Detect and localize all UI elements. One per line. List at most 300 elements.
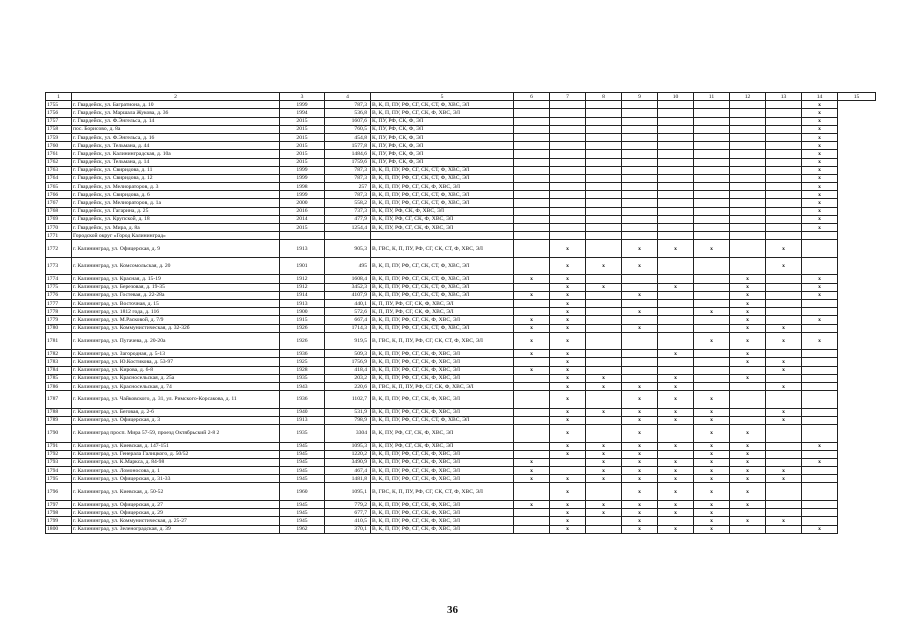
area-cell: 1608,4 xyxy=(325,275,371,283)
mark-cell xyxy=(622,199,658,207)
year-cell: 2014 xyxy=(280,215,325,223)
mark-cell: x xyxy=(622,391,658,409)
mark-cell: x xyxy=(658,391,694,409)
area-cell: 440,1 xyxy=(325,299,371,307)
mark-cell: x xyxy=(550,382,586,390)
mark-cell xyxy=(586,101,622,109)
table-row xyxy=(46,324,876,332)
work-types-cell: В, К, П, ПУ, РФ, СГ, СК, Ф, ХВС, ЭЛ xyxy=(371,450,514,458)
row-number-cell: 1792 xyxy=(46,450,72,458)
mark-cell xyxy=(550,467,586,475)
mark-cell xyxy=(802,257,838,275)
mark-cell xyxy=(550,174,586,182)
mark-cell xyxy=(550,207,586,215)
address-cell: г. Калининград, ул. Ломоносова, д. 1 xyxy=(72,467,280,475)
mark-cell xyxy=(658,183,694,191)
table-row xyxy=(46,150,876,158)
mark-cell xyxy=(766,442,802,450)
table-row xyxy=(46,500,876,508)
mark-cell: x xyxy=(550,416,586,424)
mark-cell xyxy=(730,525,766,533)
work-types-cell xyxy=(371,232,514,240)
year-cell: 1945 xyxy=(280,509,325,517)
mark-cell: x xyxy=(730,483,766,501)
mark-cell: x xyxy=(730,299,766,307)
work-types-cell: В, К, П, ПУ, РФ, СГ, СК, СТ, Ф, ХВС, ЭЛ xyxy=(371,324,514,332)
mark-cell xyxy=(766,391,802,409)
row-number-cell: 1775 xyxy=(46,283,72,291)
column-header: 10 xyxy=(658,93,694,101)
mark-cell: x xyxy=(550,425,586,443)
year-cell: 1999 xyxy=(280,174,325,182)
mark-cell xyxy=(586,366,622,374)
mark-cell xyxy=(694,142,730,150)
address-cell: пос. Борисово, д. 8а xyxy=(72,125,280,133)
table-header-row xyxy=(46,93,876,101)
mark-cell: x xyxy=(586,475,622,483)
mark-cell xyxy=(622,174,658,182)
area-cell: 737,3 xyxy=(325,207,371,215)
mark-cell: x xyxy=(514,291,550,299)
mark-cell xyxy=(658,125,694,133)
year-cell: 1925 xyxy=(280,358,325,366)
mark-cell xyxy=(622,332,658,350)
mark-cell xyxy=(514,525,550,533)
mark-cell xyxy=(694,125,730,133)
mark-cell xyxy=(658,166,694,174)
mark-cell xyxy=(766,425,802,443)
year-cell: 1945 xyxy=(280,467,325,475)
mark-cell xyxy=(694,316,730,324)
work-types-cell: К, ПУ, РФ, СК, Ф, ЭЛ xyxy=(371,133,514,141)
mark-cell: x xyxy=(550,240,586,258)
mark-cell xyxy=(730,109,766,117)
address-cell: г. Калининград, ул. Комсомольская, д. 20 xyxy=(72,257,280,275)
year-cell: 1945 xyxy=(280,475,325,483)
mark-cell xyxy=(766,525,802,533)
mark-cell xyxy=(694,183,730,191)
mark-cell: x xyxy=(622,475,658,483)
address-cell: г. Калининград, ул. Березовая, д. 19-35 xyxy=(72,283,280,291)
mark-cell xyxy=(586,332,622,350)
column-header: 1 xyxy=(46,93,72,101)
mark-cell xyxy=(658,308,694,316)
table-row xyxy=(46,475,876,483)
address-cell: г. Калининград просп. Мира 57-59, проезд Октябрьский 2-8 2 xyxy=(72,425,280,443)
mark-cell: x xyxy=(550,291,586,299)
mark-cell xyxy=(802,517,838,525)
column-header: 3 xyxy=(280,93,325,101)
table-row xyxy=(46,207,876,215)
work-types-cell: В, К, П, ПУ, РФ, СГ, СК, Ф, ХВС, ЭЛ xyxy=(371,109,514,117)
mark-cell xyxy=(766,101,802,109)
area-cell: 3304 xyxy=(325,425,371,443)
mark-cell xyxy=(550,117,586,125)
area-cell: 1220,2 xyxy=(325,450,371,458)
mark-cell: x xyxy=(802,224,838,232)
mark-cell: x xyxy=(622,324,658,332)
mark-cell: x xyxy=(658,442,694,450)
mark-cell xyxy=(766,299,802,307)
mark-cell: x xyxy=(730,374,766,382)
mark-cell xyxy=(658,275,694,283)
table-row xyxy=(46,299,876,307)
table-row xyxy=(46,291,876,299)
row-number-cell: 1769 xyxy=(46,215,72,223)
area-cell: 203,2 xyxy=(325,374,371,382)
area-cell: 760,5 xyxy=(325,125,371,133)
mark-cell xyxy=(766,224,802,232)
year-cell: 1913 xyxy=(280,299,325,307)
row-number-cell: 1773 xyxy=(46,257,72,275)
row-number-cell: 1800 xyxy=(46,525,72,533)
work-types-cell: В, К, П, ПУ, РФ, СГ, СК, СТ, Ф, ХВС, ЭЛ xyxy=(371,416,514,424)
table-row xyxy=(46,350,876,358)
mark-cell: x xyxy=(550,475,586,483)
work-types-cell: В, К, П, ПУ, РФ, СГ, СК, СТ, Ф, ХВС, ЭЛ xyxy=(371,291,514,299)
mark-cell: x xyxy=(694,332,730,350)
mark-cell xyxy=(730,240,766,258)
mark-cell xyxy=(586,391,622,409)
mark-cell: x xyxy=(730,283,766,291)
mark-cell: x xyxy=(802,191,838,199)
mark-cell xyxy=(586,207,622,215)
mark-cell xyxy=(658,117,694,125)
mark-cell xyxy=(694,350,730,358)
mark-cell xyxy=(514,257,550,275)
mark-cell: x xyxy=(658,525,694,533)
work-types-cell: В, К, П, ПУ, РФ, СГ, СК, Ф, ХВС, ЭЛ xyxy=(371,458,514,466)
mark-cell xyxy=(586,199,622,207)
work-types-cell: В, К, П, ПУ, РФ, СГ, СК, СТ, Ф, ХВС, ЭЛ xyxy=(371,275,514,283)
address-cell: г. Гвардейск, ул. Ф.Энгельса, д. 16 xyxy=(72,133,280,141)
table-row xyxy=(46,416,876,424)
mark-cell: x xyxy=(586,450,622,458)
area-cell: 4107,9 xyxy=(325,291,371,299)
year-cell: 1945 xyxy=(280,458,325,466)
mark-cell: x xyxy=(586,283,622,291)
mark-cell: x xyxy=(586,509,622,517)
area-cell: 798,9 xyxy=(325,416,371,424)
row-number-cell: 1772 xyxy=(46,240,72,258)
address-cell: г. Гвардейск, ул. Свиридова, д. 11 xyxy=(72,166,280,174)
mark-cell xyxy=(586,425,622,443)
table-row xyxy=(46,391,876,409)
mark-cell xyxy=(766,275,802,283)
mark-cell xyxy=(586,125,622,133)
mark-cell xyxy=(586,183,622,191)
work-types-cell: В, К, П, ПУ, РФ, СГ, СК, СТ, Ф, ХВС, ЭЛ xyxy=(371,283,514,291)
table-row xyxy=(46,142,876,150)
row-number-cell: 1779 xyxy=(46,316,72,324)
year-cell: 1915 xyxy=(280,316,325,324)
row-number-cell: 1768 xyxy=(46,207,72,215)
mark-cell xyxy=(586,324,622,332)
mark-cell xyxy=(514,232,550,240)
row-number-cell: 1780 xyxy=(46,324,72,332)
column-header: 11 xyxy=(694,93,730,101)
mark-cell: x xyxy=(766,517,802,525)
year-cell: 1936 xyxy=(280,350,325,358)
work-types-cell: В, К, П, ПУ, РФ, СГ, СК, Ф, ХВС, ЭЛ xyxy=(371,467,514,475)
year-cell: 1935 xyxy=(280,425,325,443)
mark-cell xyxy=(514,174,550,182)
mark-cell xyxy=(586,224,622,232)
work-types-cell: К, ПУ, РФ, СК, Ф, ЭЛ xyxy=(371,150,514,158)
mark-cell xyxy=(694,291,730,299)
mark-cell xyxy=(766,133,802,141)
mark-cell xyxy=(730,232,766,240)
work-types-cell: К, ПУ, РФ, СК, Ф, ЭЛ xyxy=(371,125,514,133)
mark-cell xyxy=(730,391,766,409)
mark-cell xyxy=(550,158,586,166)
address-cell: г. Гвардейск, ул. Калининградская, д. 10а xyxy=(72,150,280,158)
mark-cell xyxy=(802,483,838,501)
row-number-cell: 1793 xyxy=(46,458,72,466)
mark-cell xyxy=(586,133,622,141)
mark-cell xyxy=(514,142,550,150)
table-row xyxy=(46,382,876,390)
area-cell: 370,1 xyxy=(325,525,371,533)
table-row xyxy=(46,458,876,466)
year-cell: 1940 xyxy=(280,408,325,416)
work-types-cell: В, К, П, ПУ, РФ, СГ, СК, СТ, Ф, ХВС, ЭЛ xyxy=(371,257,514,275)
mark-cell xyxy=(694,232,730,240)
mark-cell xyxy=(550,458,586,466)
mark-cell xyxy=(514,215,550,223)
mark-cell: x xyxy=(514,475,550,483)
mark-cell xyxy=(658,215,694,223)
work-types-cell: В, К, П, ПУ, РФ, СГ, СК, Ф, ХВС, ЭЛ xyxy=(371,475,514,483)
mark-cell: x xyxy=(622,467,658,475)
mark-cell xyxy=(622,283,658,291)
mark-cell: x xyxy=(730,275,766,283)
mark-cell xyxy=(658,191,694,199)
mark-cell xyxy=(730,199,766,207)
mark-cell: x xyxy=(766,416,802,424)
mark-cell xyxy=(694,207,730,215)
mark-cell xyxy=(586,158,622,166)
mark-cell: x xyxy=(550,408,586,416)
address-cell: г. Калининград, ул. Ю.Костикова, д. 53-97 xyxy=(72,358,280,366)
mark-cell xyxy=(730,101,766,109)
table-row xyxy=(46,483,876,501)
mark-cell: x xyxy=(586,408,622,416)
mark-cell xyxy=(514,150,550,158)
year-cell: 1914 xyxy=(280,291,325,299)
mark-cell: x xyxy=(622,291,658,299)
mark-cell: x xyxy=(622,500,658,508)
work-types-cell: К, ПУ, РФ, СК, Ф, ЭЛ xyxy=(371,117,514,125)
address-cell: г. Калининград, ул. Киевская, д. 50-52 xyxy=(72,483,280,501)
mark-cell xyxy=(730,509,766,517)
mark-cell xyxy=(586,525,622,533)
mark-cell: x xyxy=(658,483,694,501)
mark-cell: x xyxy=(550,316,586,324)
mark-cell xyxy=(514,382,550,390)
mark-cell xyxy=(622,133,658,141)
mark-cell xyxy=(658,101,694,109)
work-types-cell: В, К, П, ПУ, РФ, СГ, СК, Ф, ХВС, ЭЛ xyxy=(371,500,514,508)
mark-cell xyxy=(694,199,730,207)
row-number-cell: 1756 xyxy=(46,109,72,117)
mark-cell xyxy=(514,117,550,125)
mark-cell xyxy=(766,374,802,382)
work-types-cell: В, К, ПУ, РФ, СК, Ф, ХВС, ЭЛ xyxy=(371,207,514,215)
area-cell xyxy=(325,232,371,240)
mark-cell xyxy=(766,483,802,501)
area-cell: 1481,8 xyxy=(325,475,371,483)
mark-cell xyxy=(622,358,658,366)
mark-cell: x xyxy=(550,283,586,291)
table-row xyxy=(46,215,876,223)
mark-cell xyxy=(766,458,802,466)
mark-cell xyxy=(802,350,838,358)
table-row xyxy=(46,133,876,141)
table-row xyxy=(46,199,876,207)
address-cell: г. Гвардейск, ул. Свиридова, д. 6 xyxy=(72,191,280,199)
work-types-cell: В, К, П, ПУ, РФ, СГ, СК, Ф, ХВС, ЭЛ xyxy=(371,391,514,409)
mark-cell: x xyxy=(802,525,838,533)
mark-cell xyxy=(658,207,694,215)
mark-cell xyxy=(514,509,550,517)
mark-cell xyxy=(586,308,622,316)
column-header: 2 xyxy=(72,93,280,101)
column-header: 13 xyxy=(766,93,802,101)
column-header: 12 xyxy=(730,93,766,101)
mark-cell: x xyxy=(586,382,622,390)
mark-cell: x xyxy=(802,142,838,150)
mark-cell: x xyxy=(766,475,802,483)
table-row xyxy=(46,224,876,232)
mark-cell: x xyxy=(658,509,694,517)
mark-cell xyxy=(514,442,550,450)
mark-cell xyxy=(730,125,766,133)
mark-cell: x xyxy=(766,332,802,350)
mark-cell xyxy=(586,150,622,158)
mark-cell xyxy=(766,183,802,191)
mark-cell xyxy=(766,150,802,158)
mark-cell: x xyxy=(586,467,622,475)
mark-cell xyxy=(766,215,802,223)
column-header: 15 xyxy=(838,93,876,101)
mark-cell xyxy=(514,299,550,307)
area-cell: 536,8 xyxy=(325,109,371,117)
mark-cell: x xyxy=(802,442,838,450)
mark-cell: x xyxy=(622,408,658,416)
mark-cell xyxy=(730,408,766,416)
table-row xyxy=(46,450,876,458)
mark-cell: x xyxy=(694,450,730,458)
row-number-cell: 1755 xyxy=(46,101,72,109)
mark-cell xyxy=(514,101,550,109)
year-cell: 1945 xyxy=(280,517,325,525)
mark-cell xyxy=(802,450,838,458)
area-cell: 787,3 xyxy=(325,166,371,174)
work-types-cell: К, ПУ, РФ, СК, Ф, ЭЛ xyxy=(371,142,514,150)
mark-cell: x xyxy=(802,215,838,223)
address-cell: г. Калининград, ул. Генерала Галицкого, д. 50/52 xyxy=(72,450,280,458)
mark-cell xyxy=(514,183,550,191)
address-cell: г. Гвардейск, ул. Багратиона, д. 10 xyxy=(72,101,280,109)
mark-cell: x xyxy=(802,207,838,215)
area-cell: 418,4 xyxy=(325,366,371,374)
column-header: 14 xyxy=(802,93,838,101)
mark-cell xyxy=(766,350,802,358)
mark-cell: x xyxy=(730,324,766,332)
mark-cell xyxy=(622,183,658,191)
mark-cell xyxy=(514,158,550,166)
mark-cell: x xyxy=(802,332,838,350)
row-number-cell: 1799 xyxy=(46,517,72,525)
year-cell: 1936 xyxy=(280,391,325,409)
mark-cell xyxy=(658,299,694,307)
mark-cell: x xyxy=(622,416,658,424)
row-number-cell: 1758 xyxy=(46,125,72,133)
area-cell: 1756,9 xyxy=(325,358,371,366)
row-number-cell: 1796 xyxy=(46,483,72,501)
mark-cell: x xyxy=(658,475,694,483)
mark-cell: x xyxy=(550,450,586,458)
row-number-cell: 1770 xyxy=(46,224,72,232)
mark-cell xyxy=(802,358,838,366)
mark-cell: x xyxy=(622,517,658,525)
mark-cell: x xyxy=(730,517,766,525)
mark-cell: x xyxy=(658,374,694,382)
row-number-cell: 1791 xyxy=(46,442,72,450)
mark-cell: x xyxy=(550,324,586,332)
row-number-cell: 1777 xyxy=(46,299,72,307)
address-cell: г. Калининград, ул. Коммунистическая, д. 25-27 xyxy=(72,517,280,525)
mark-cell: x xyxy=(514,324,550,332)
mark-cell xyxy=(694,382,730,390)
mark-cell xyxy=(622,158,658,166)
row-number-cell: 1790 xyxy=(46,425,72,443)
mark-cell xyxy=(622,142,658,150)
area-cell: 787,3 xyxy=(325,101,371,109)
address-cell: г. Калининград, ул. Офицерская, д. 3 xyxy=(72,416,280,424)
mark-cell: x xyxy=(730,316,766,324)
mark-cell: x xyxy=(694,517,730,525)
mark-cell xyxy=(766,166,802,174)
mark-cell: x xyxy=(694,509,730,517)
row-number-cell: 1784 xyxy=(46,366,72,374)
mark-cell xyxy=(586,275,622,283)
table-row xyxy=(46,125,876,133)
address-cell: г. Калининград, ул. Киевская, д. 147-151 xyxy=(72,442,280,450)
area-cell: 509,3 xyxy=(325,350,371,358)
mark-cell xyxy=(766,109,802,117)
work-types-cell: В, К, П, ПУ, РФ, СГ, СК, Ф, ХВС, ЭЛ xyxy=(371,374,514,382)
mark-cell: x xyxy=(622,525,658,533)
mark-cell xyxy=(766,291,802,299)
mark-cell xyxy=(658,366,694,374)
table-row xyxy=(46,467,876,475)
row-number-cell: 1760 xyxy=(46,142,72,150)
area-cell: 1484,6 xyxy=(325,150,371,158)
address-cell: г. Калининград, ул. Восточная, д. 15 xyxy=(72,299,280,307)
row-number-cell: 1765 xyxy=(46,183,72,191)
mark-cell xyxy=(514,391,550,409)
column-header: 8 xyxy=(586,93,622,101)
row-number-cell: 1797 xyxy=(46,500,72,508)
address-cell: г. Калининград, ул. Коммунистическая, д. 32-32б xyxy=(72,324,280,332)
mark-cell xyxy=(694,109,730,117)
mark-cell: x xyxy=(730,350,766,358)
mark-cell: x xyxy=(622,458,658,466)
mark-cell: x xyxy=(514,467,550,475)
address-cell: г. Калининград, ул. 1812 года, д. 116 xyxy=(72,308,280,316)
